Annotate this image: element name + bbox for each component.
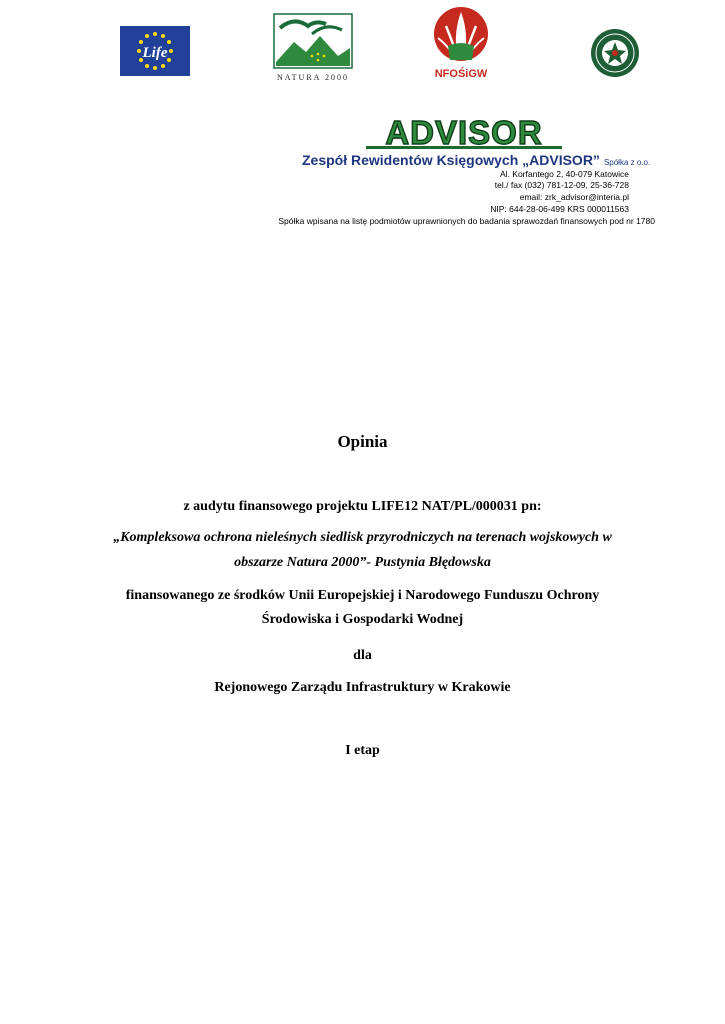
stage-label: I etap (345, 743, 380, 758)
document-title: Opinia (337, 432, 388, 451)
company-registry: NIP: 644-28-06-499 KRS 000011563 (490, 204, 629, 214)
company-phone: tel./ fax (032) 781-12-09, 25-36-728 (494, 180, 629, 190)
company-license-note: Spółka wpisana na listę podmiotów uprawnionych do badania sprawozdań finansowych pod nr 1780 (278, 216, 655, 226)
project-name-line-1: „Kompleksowa ochrona nieleśnych siedlisk przyrodniczych na terenach wojskowych w (113, 530, 612, 545)
nfosigw-logo (432, 6, 490, 80)
audit-line: z audytu finansowego projektu LIFE12 NAT/PL/000031 pn: (183, 499, 542, 514)
eu-life-text: Life (142, 45, 168, 61)
company-name: Zespół Rewidentów Księgowych „ADVISOR” (302, 152, 600, 168)
company-address: Al. Korfantego 2, 40-079 Katowice (500, 169, 629, 179)
recipient-prefix: dla (353, 648, 372, 663)
company-email: email: zrk_advisor@interia.pl (519, 192, 629, 202)
company-line (302, 152, 650, 170)
eu-life-logo (120, 26, 190, 76)
military-seal-logo (590, 28, 640, 78)
advisor-logo (366, 114, 562, 150)
recipient-name: Rejonowego Zarządu Infrastruktury w Krakowie (214, 680, 511, 695)
funding-line-2: Środowiska i Gospodarki Wodnej (261, 612, 464, 627)
project-name-line-2: obszarze Natura 2000”- Pustynia Błędowska (234, 555, 491, 570)
advisor-logo-text: ADVISOR (385, 114, 543, 150)
company-form: Spółka z o.o. (603, 158, 651, 167)
natura-caption: NATURA 2000 (276, 73, 349, 82)
funding-line-1: finansowanego ze środków Unii Europejskiej i Narodowego Funduszu Ochrony (125, 588, 600, 603)
nfosigw-caption: NFOŚiGW (434, 68, 488, 80)
natura-2000-logo (272, 12, 354, 82)
